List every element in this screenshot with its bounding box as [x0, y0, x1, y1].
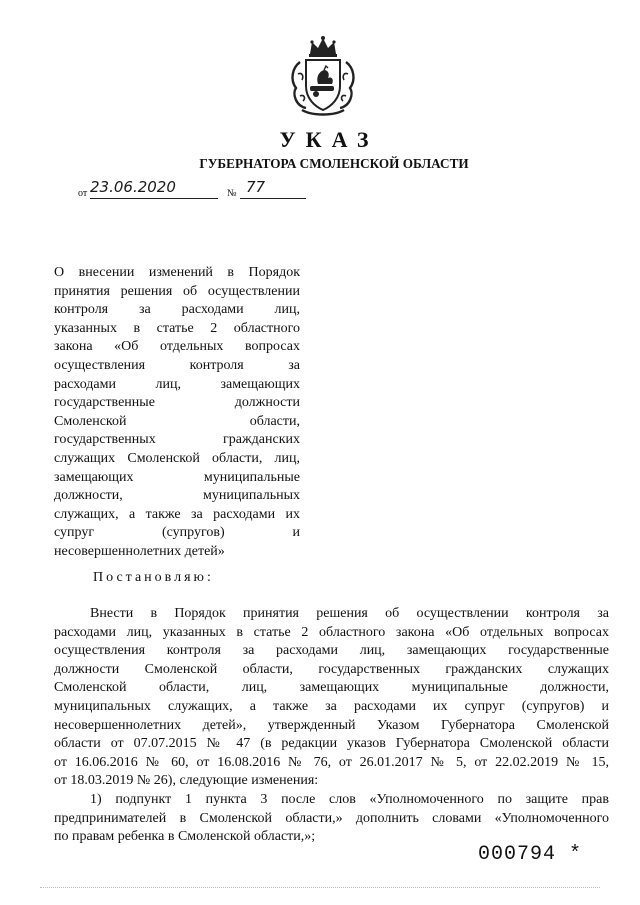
body-line: должности Смоленской области, государственных гражданских служащих: [54, 661, 609, 677]
subject-line: указанных в статье 2 областного: [54, 320, 300, 336]
bottom-divider: [40, 887, 600, 888]
subject-line: Смоленской области,: [54, 413, 300, 429]
body-text: [54, 605, 609, 847]
subject-line: замещающих муниципальные: [54, 469, 300, 485]
body-line: области от 07.07.2015 № 47 (в редакции указов Губернатора Смоленской области: [54, 736, 609, 752]
subject-line: осуществления контроля за: [54, 357, 300, 373]
subject-line: О внесении изменений в Порядок: [54, 265, 300, 280]
subject-line: контроля за расходами лиц,: [54, 302, 300, 318]
resolve-heading: Постановляю:: [93, 570, 214, 585]
body-line: Смоленской области, лиц, замещающих муниципальные должности,: [54, 680, 609, 696]
handwritten-number: 77: [246, 178, 266, 196]
body-line: расходами лиц, указанных в статье 2 областного закона «Об отдельных вопросах: [54, 624, 609, 640]
body-line: от 16.06.2016 № 60, от 16.08.2016 № 76, от 26.01.2017 № 5, от 22.02.2019 № 15,: [54, 754, 609, 770]
document-serial-number: 000794 *: [478, 843, 583, 866]
body-line: муниципальных служащих, а также за расходами их супруг (супругов) и: [54, 698, 609, 714]
subject-line: государственных гражданских: [54, 432, 300, 448]
body-line: от 18.03.2019 № 26), следующие изменения:: [54, 773, 319, 789]
document-title: УКАЗ: [279, 127, 379, 152]
body-line: предпринимателей в Смоленской области,» дополнить словами «Уполномоченного: [54, 810, 609, 826]
subject-block: [54, 264, 300, 562]
document-subtitle: ГУБЕРНАТОРА СМОЛЕНСКОЙ ОБЛАСТИ: [199, 156, 469, 171]
subject-line: государственные должности: [54, 395, 300, 411]
body-line: 1) подпункт 1 пункта 3 после слов «Уполномоченного по защите прав: [90, 791, 609, 807]
subject-line: расходами лиц, замещающих: [54, 376, 300, 392]
subject-line: несовершеннолетних детей»: [54, 543, 225, 559]
date-label: от: [78, 188, 88, 199]
subject-line: должности, муниципальных: [54, 488, 300, 504]
subject-line: служащих Смоленской области, лиц,: [54, 450, 300, 466]
subject-line: принятия решения об осуществлении: [54, 283, 300, 299]
subject-line: супруг (супругов) и: [54, 525, 300, 541]
body-line: несовершеннолетних детей», утвержденный Указом Губернатора Смоленской: [54, 717, 609, 733]
subject-line: служащих, а также за расходами их: [54, 506, 300, 522]
number-underline: [240, 198, 306, 199]
handwritten-date: 23.06.2020: [90, 178, 176, 196]
body-line: осуществления контроля за расходами лиц, замещающих государственные: [54, 643, 609, 659]
coat-of-arms-emblem: [288, 34, 358, 118]
date-underline: [90, 198, 218, 199]
body-line: по правам ребенка в Смоленской области,»;: [54, 829, 316, 845]
number-label: №: [227, 188, 237, 199]
body-line: Внести в Порядок принятия решения об осуществлении контроля за: [90, 606, 609, 621]
subject-line: закона «Об отдельных вопросах: [54, 339, 300, 355]
